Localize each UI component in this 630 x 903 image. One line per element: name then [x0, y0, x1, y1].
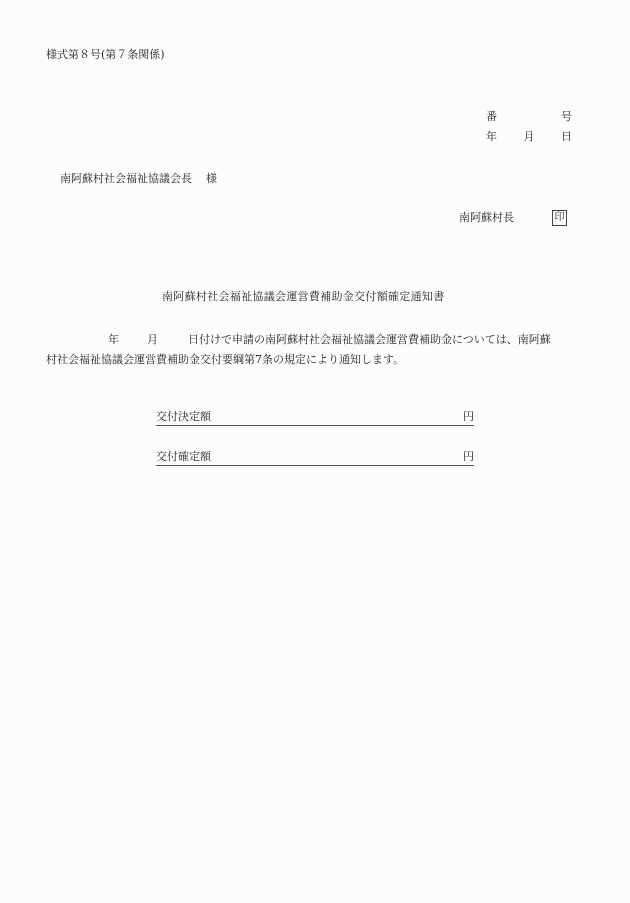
issue-date — [486, 130, 572, 144]
date-day-label: 日 — [561, 130, 572, 143]
doc-number-go-label: 号 — [561, 110, 572, 123]
decided-amount-field — [156, 410, 474, 426]
sender-name: 南阿蘇村長 — [459, 211, 514, 224]
doc-number-ban-label: 番 — [486, 110, 497, 123]
form-number: 様式第８号(第７条関係) — [46, 48, 165, 61]
recipient-honorific: 様 — [206, 172, 217, 185]
document-number — [486, 110, 572, 124]
recipient-name: 南阿蘇村社会福祉協議会長 — [60, 172, 192, 185]
decided-amount-unit: 円 — [463, 410, 474, 423]
body-line-2: 村社会福祉協議会運営費補助金交付要綱第7条の規定により通知します。 — [46, 353, 405, 366]
confirmed-amount-field — [156, 450, 474, 466]
date-year-label: 年 — [486, 130, 497, 143]
document-title: 南阿蘇村社会福祉協議会運営費補助金交付額確定通知書 — [162, 290, 445, 303]
body-year-label: 年 — [108, 333, 119, 346]
sender — [459, 210, 567, 226]
decided-amount-label: 交付決定額 — [156, 410, 211, 423]
body-month-label: 月 — [147, 333, 158, 346]
confirmed-amount-label: 交付確定額 — [156, 450, 211, 463]
body-line-1 — [46, 330, 582, 350]
recipient — [60, 172, 217, 186]
body-line-1-text: 日付けで申請の南阿蘇村社会福祉協議会運営費補助金については、南阿蘇 — [188, 333, 551, 346]
body-text — [46, 330, 582, 370]
confirmed-amount-unit: 円 — [463, 450, 474, 463]
seal-icon: 印 — [552, 210, 567, 226]
date-month-label: 月 — [523, 130, 535, 143]
